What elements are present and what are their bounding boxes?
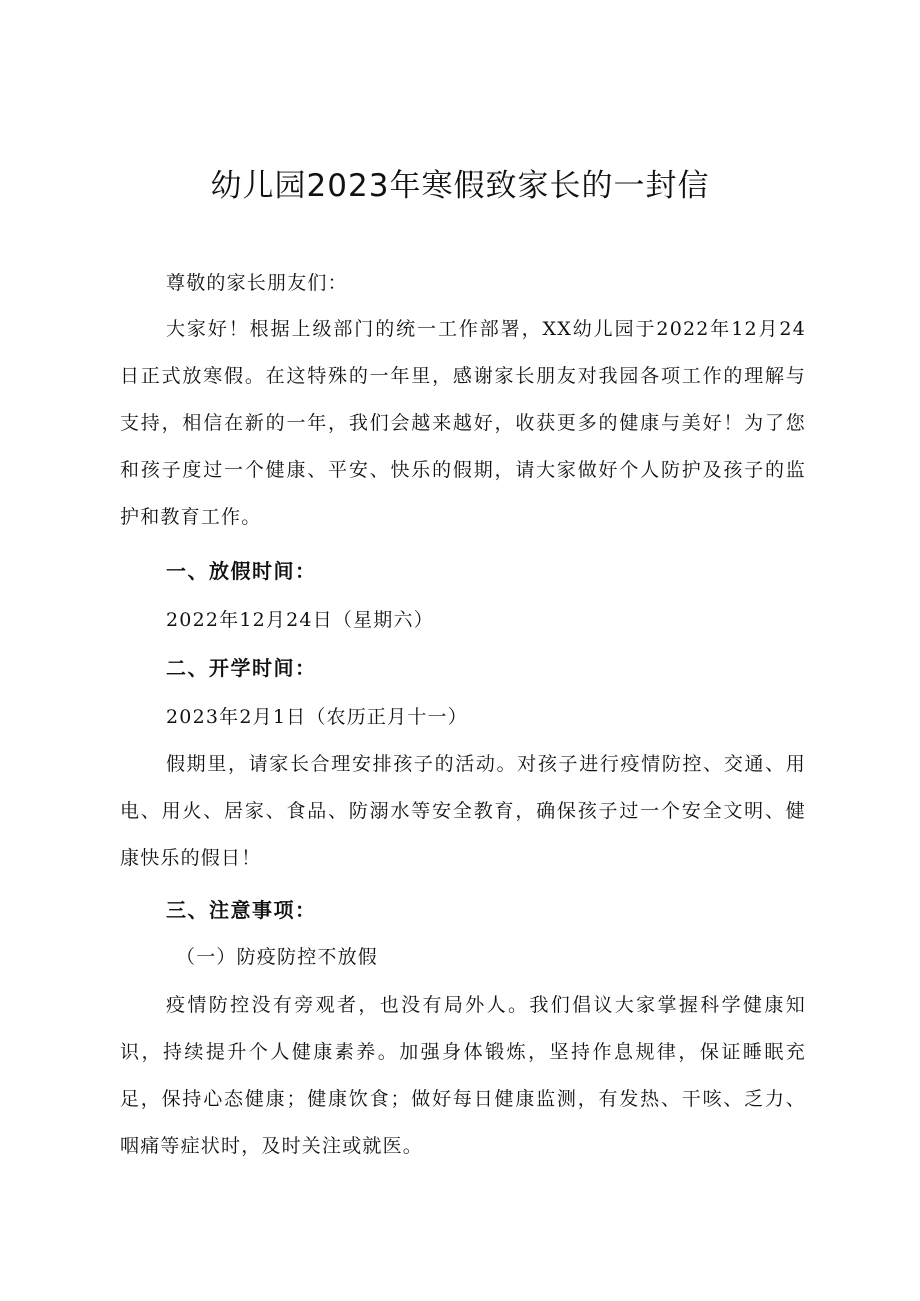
section-3-heading: 三、注意事项： (166, 898, 317, 922)
salutation: 尊敬的家长朋友们： (166, 272, 348, 294)
section-1-heading: 一、放假时间： (166, 559, 317, 583)
document-title: 幼儿园2023年寒假致家长的一封信 (210, 168, 710, 204)
vacation-start-date: 2022年12月24日（星期六） (166, 609, 434, 631)
intro-paragraph: 大家好！根据上级部门的统一工作部署，XX幼儿园于2022年12月24日正式放寒假。在这特殊的一年里，感谢家长朋友对我园各项工作的理解与支持，相信在新的一年，我们会越来越好，收获更多的健康与美好！为了您和孩子度过一个健康、平安、快乐的假期，请大家做好个人防护及孩子的监护和教育工作。 (120, 318, 806, 528)
school-start-date: 2023年2月1日（农历正月十一） (166, 706, 468, 728)
epidemic-prevention-paragraph: 疫情防控没有旁观者，也没有局外人。我们倡议大家掌握科学健康知识，持续提升个人健康素养。加强身体锻炼，坚持作息规律，保证睡眠充足，保持心态健康；健康饮食；做好每日健康监测，有发热、干咳、乏力、咽痛等症状时，及时关注或就医。 (120, 994, 806, 1157)
section-2-heading: 二、开学时间： (166, 656, 317, 680)
safety-education-paragraph: 假期里，请家长合理安排孩子的活动。对孩子进行疫情防控、交通、用电、用火、居家、食品、防溺水等安全教育，确保孩子过一个安全文明、健康快乐的假日！ (120, 753, 806, 869)
section-3-subheading: （一）防疫防控不放假 (176, 946, 379, 968)
